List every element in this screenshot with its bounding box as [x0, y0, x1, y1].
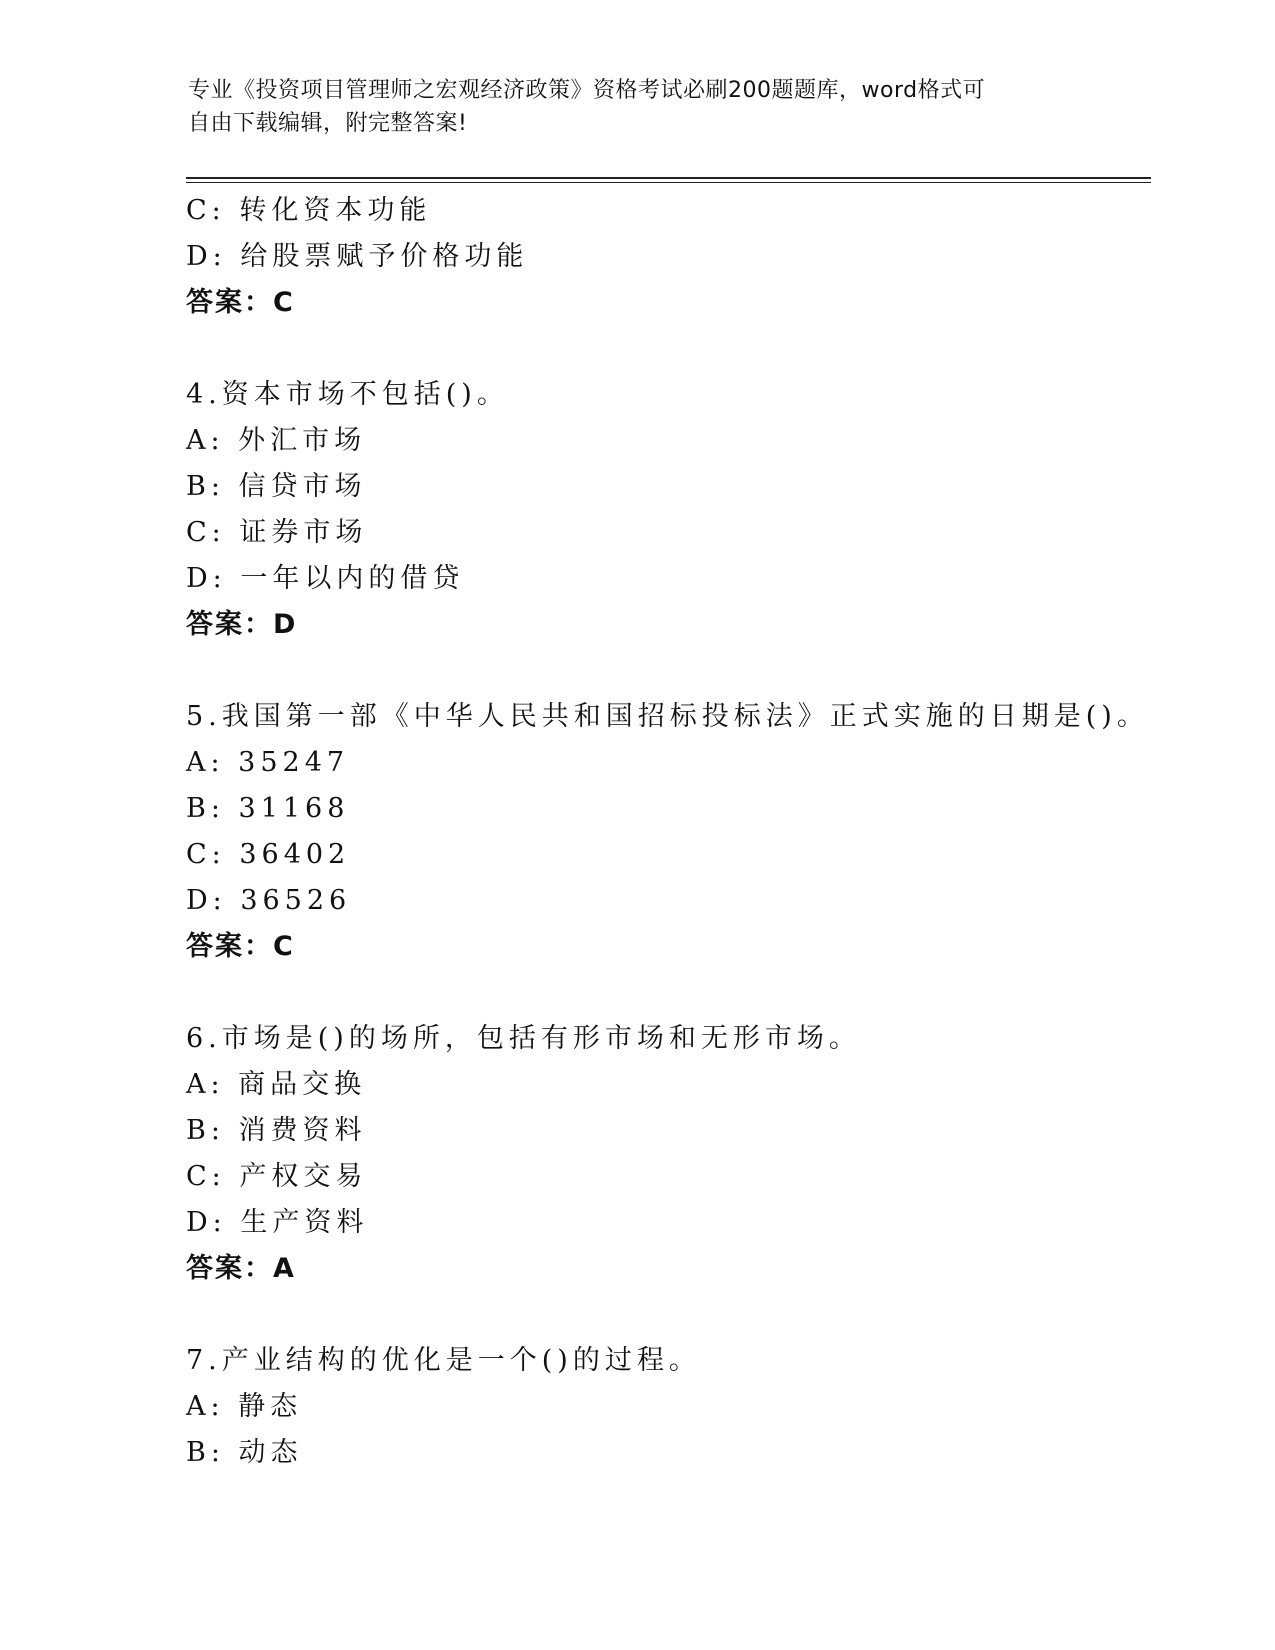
answer-line: 答案：D — [186, 609, 298, 640]
option-a: A: 商品交换 — [186, 1069, 367, 1100]
option-c: C: 转化资本功能 — [186, 195, 432, 226]
header-divider-thin — [186, 182, 1151, 183]
option-b: B: 消费资料 — [186, 1115, 367, 1146]
option-b: B: 31168 — [186, 793, 350, 824]
option-d: D: 36526 — [186, 885, 352, 916]
question-spacer — [186, 970, 1146, 1016]
option-d: D: 给股票赋予价格功能 — [186, 241, 529, 272]
question-block-6 — [186, 1016, 1146, 1292]
question-stem: 7.产业结构的优化是一个()的过程。 — [186, 1345, 701, 1376]
option-a: A: 35247 — [186, 747, 350, 778]
question-stem: 4.资本市场不包括()。 — [186, 379, 509, 410]
question-block-7 — [186, 1338, 1146, 1476]
option-c: C: 证券市场 — [186, 517, 368, 548]
question-stem: 5.我国第一部《中华人民共和国招标投标法》正式实施的日期是()。 — [186, 701, 1149, 732]
option-c: C: 36402 — [186, 839, 351, 870]
document-header — [188, 74, 1068, 140]
question-stem: 6.市场是()的场所，包括有形市场和无形市场。 — [186, 1023, 861, 1054]
question-block-3-partial — [186, 188, 1146, 326]
header-divider-thick — [186, 177, 1151, 179]
question-block-4 — [186, 372, 1146, 648]
question-spacer — [186, 326, 1146, 372]
header-line-1: 专业《投资项目管理师之宏观经济政策》资格考试必刷200题题库，word格式可 — [188, 78, 986, 103]
option-d: D: 一年以内的借贷 — [186, 563, 465, 594]
option-c: C: 产权交易 — [186, 1161, 368, 1192]
option-b: B: 动态 — [186, 1437, 303, 1468]
answer-line: 答案：C — [186, 287, 295, 318]
question-spacer — [186, 648, 1146, 694]
question-list — [186, 188, 1149, 1476]
option-b: B: 信贷市场 — [186, 471, 367, 502]
answer-line: 答案：C — [186, 931, 295, 962]
option-a: A: 外汇市场 — [186, 425, 367, 456]
option-a: A: 静态 — [186, 1391, 303, 1422]
answer-line: 答案：A — [186, 1253, 296, 1284]
question-spacer — [186, 1292, 1146, 1338]
header-line-2: 自由下载编辑，附完整答案! — [188, 111, 468, 136]
question-block-5 — [186, 694, 1149, 970]
option-d: D: 生产资料 — [186, 1207, 369, 1238]
